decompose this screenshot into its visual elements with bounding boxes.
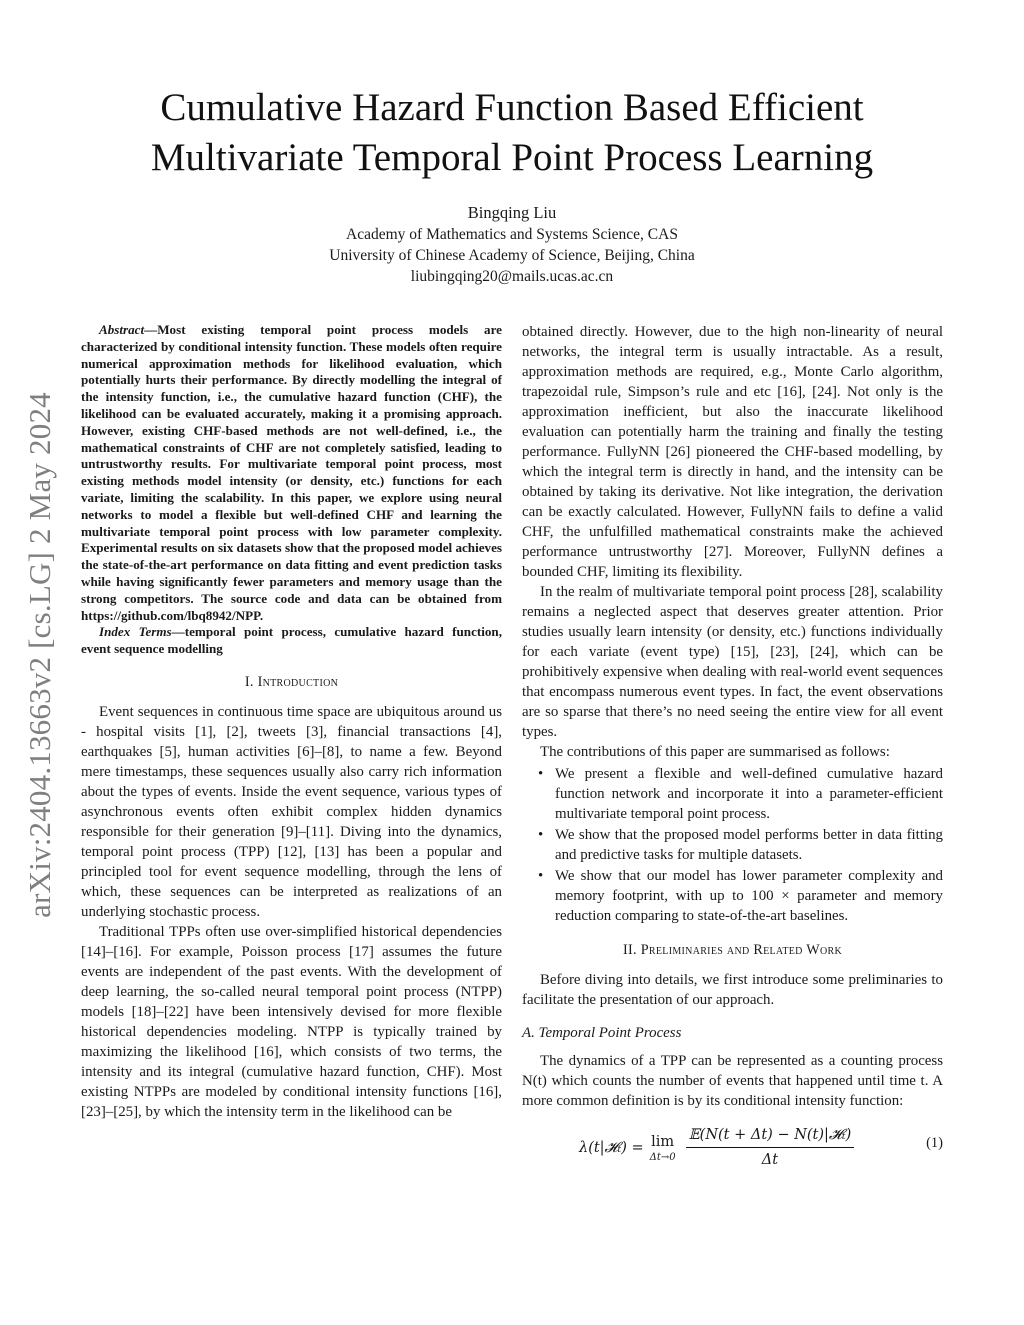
intro-paragraph-2-continued: obtained directly. However, due to the high non-linearity of neural networks, the integral term is usually intractable. As a result, approximation methods are required, e.g., Monte Carlo algorithm, trapezoidal rule, Simpson’s rule and etc [16], [24]. Not only is the approximation inefficient, but also the inaccurate likelihood evaluation can potentially harm the training and finally the testing performance. FullyNN [26] pioneered the CHF-based modelling, by which the integral term is directly in hand, and the intensity can be obtained by taking its derivative. Not like integration, the derivation can be exactly calculated. However, FullyNN fails to define a valid CHF, the unfulfilled mathematical constraints make the achieved performance untrustworthy [27]. Moreover, FullyNN defines a bounded CHF, limiting its flexibility.	[522, 324, 943, 580]
equation-lhs: λ(t|𝓗ₜ) =	[579, 1139, 644, 1156]
section-heading-introduction: I. Introduction	[244, 673, 339, 690]
contribution-text: We present a flexible and well-defined cumulative hazard function network and incorporate it into a parameter-efficient multivariate temporal point process.	[555, 766, 943, 822]
author-affiliation-2: University of Chinese Academy of Science, Beijing, China	[329, 247, 695, 264]
bullet-icon: •	[538, 827, 544, 843]
bullet-icon: •	[538, 766, 544, 782]
left-column	[81, 322, 502, 1122]
abstract-text: Most existing temporal point process models are characterized by conditional intensity function. These models often require numerical approximation methods for likelihood evaluation, which potentially hurts their performance. By directly modelling the integral of the intensity function, i.e., the cumulative hazard function (CHF), the likelihood can be evaluated accurately, making it a promising approach. However, existing CHF-based methods are not well-defined, i.e., the mathematical constraints of CHF are not completely satisfied, leading to untrustworthy results. For multivariate temporal point process, most existing methods model intensity (or density, etc.) functions for each variate, limiting the scalability. In this paper, we explore using neural networks to model a flexible but well-defined CHF and learning the multivariate temporal point process with low parameter complexity. Experimental results on six datasets show that the proposed model achieves the state-of-the-art performance on data fitting and event prediction tasks while having significantly fewer parameters and memory usage than the strong competitors. The source code and data can be obtained from https://github.com/lbq8942/NPP.	[81, 322, 502, 623]
author-name: Bingqing Liu	[467, 203, 557, 222]
author-block	[200, 202, 824, 287]
index-terms	[81, 624, 502, 658]
intro-paragraph-3: In the realm of multivariate temporal point process [28], scalability remains a neglected aspect that deserves greater attention. Prior studies usually learn intensity (or density, etc.) functions individually for each variate (event type) [15], [23], [24], which can be prohibitively expensive when dealing with real-world event sequences that encompass numerous event types. In fact, the event observations are so sparse that there’s no need seeing the entire view for all event types.	[522, 584, 943, 740]
index-terms-text: temporal point process, cumulative hazard function, event sequence modelling	[81, 624, 502, 657]
list-item	[522, 764, 943, 824]
limit-operator: lim	[651, 1134, 675, 1150]
contribution-text: We show that the proposed model performs better in data fitting and predictive tasks for multiple datasets.	[555, 827, 943, 863]
index-terms-label: Index Terms—	[99, 624, 185, 640]
equation-limit	[650, 1132, 676, 1163]
list-item	[522, 866, 943, 926]
abstract-label: Abstract—	[99, 322, 158, 337]
abstract	[81, 322, 502, 624]
equation-1	[522, 1117, 943, 1169]
fraction-denominator: Δt	[761, 1152, 779, 1168]
arxiv-identifier-text: arXiv:2404.13663v2 [cs.LG] 2 May 2024	[22, 392, 57, 918]
right-column	[522, 322, 943, 1169]
subsection-heading-tpp: A. Temporal Point Process	[522, 1025, 682, 1041]
intro-paragraph-2: Traditional TPPs often use over-simplified historical dependencies [14]–[16]. For example, Poisson process [17] assumes the future events are independent of the past events. With the development of deep learning, the so-called neural temporal point process (NTPP) models [18]–[22] have been intensively devised for more flexible historical dependencies modeling. NTPP is typically trained by maximizing the likelihood [16], which consists of two terms, the intensity and its integral (cumulative hazard function, CHF). Most existing NTPPs are modeled by conditional intensity functions [16], [23]–[25], by which the intensity term in the likelihood can be	[81, 923, 502, 1120]
list-item	[522, 825, 943, 865]
equation-fraction	[686, 1125, 855, 1170]
bullet-icon: •	[538, 868, 544, 884]
equation-number: (1)	[926, 1135, 943, 1151]
author-email: liubingqing20@mails.ucas.ac.cn	[410, 268, 614, 285]
intro-paragraph-1: Event sequences in continuous time space are ubiquitous around us - hospital visits [1], [2], tweets [3], financial transactions [4], earthquakes [5], human activities [6]–[8], to name a few. Beyond mere timestamps, these sequences usually also carry rich information about the types of events. Inside the event sequence, various types of asynchronous events often exhibit complex hidden dynamics responsible for their generation [9]–[11]. Diving into the dynamics, temporal point process (TPP) [12], [13] has been a popular and principled tool for event sequence modelling, through the lens of which, these sequences can be interpreted as realizations of an underlying stochastic process.	[81, 703, 502, 920]
tpp-paragraph-1: The dynamics of a TPP can be represented as a counting process N(t) which counts the number of events that happened until time t. A more common definition is by its conditional intensity function:	[522, 1053, 943, 1109]
intro-paragraph-4: The contributions of this paper are summarised as follows:	[540, 744, 890, 760]
paper-title: Cumulative Hazard Function Based Efficient Multivariate Temporal Point Process Learning	[150, 86, 874, 179]
limit-subscript: Δt→0	[649, 1152, 676, 1163]
contributions-list	[522, 764, 943, 926]
author-affiliation-1: Academy of Mathematics and Systems Science, CAS	[346, 226, 678, 243]
contribution-text: We show that our model has lower parameter complexity and memory footprint, with up to 100 × parameter and memory reduction comparing to state-of-the-art baselines.	[555, 868, 943, 924]
section-heading-preliminaries: II. Preliminaries and Related Work	[623, 942, 842, 958]
equation-body	[579, 1125, 854, 1170]
preliminaries-paragraph-1: Before diving into details, we first introduce some preliminaries to facilitate the presentation of our approach.	[522, 972, 943, 1008]
arxiv-identifier-stamp	[18, 355, 62, 955]
fraction-numerator: 𝔼(N(t + Δt) − N(t)|𝓗ₜ)	[686, 1125, 855, 1148]
